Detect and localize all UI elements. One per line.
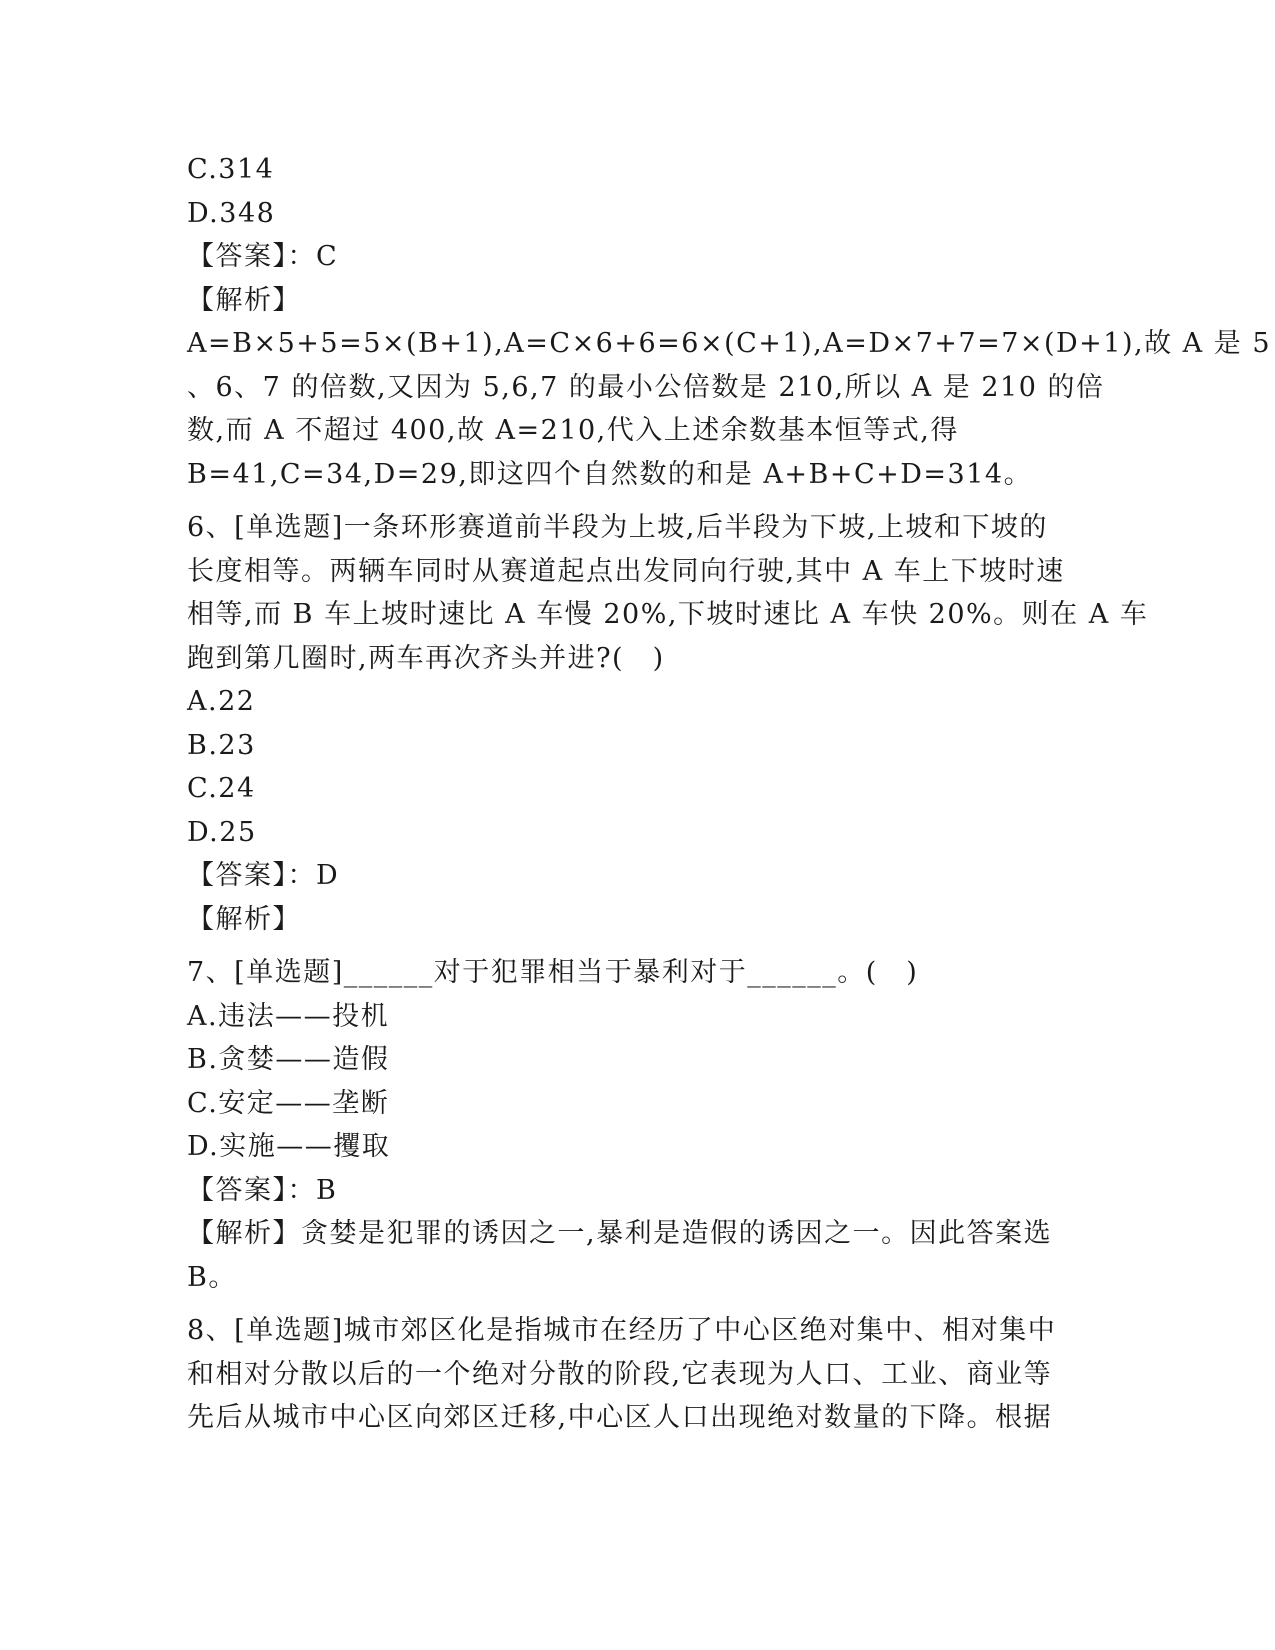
option-d: D.25 — [187, 816, 257, 848]
analysis-line: 【解析】贪婪是犯罪的诱因之一,暴利是造假的诱因之一。因此答案选 — [187, 1218, 1053, 1249]
answer-line: 【答案】：D — [187, 860, 340, 891]
question-stem-line: 跑到第几圈时,两车再次齐头并进?( ) — [187, 642, 665, 674]
question-stem-line: 8、[单选题]城市郊区化是指城市在经历了中心区绝对集中、相对集中 — [187, 1315, 1057, 1346]
analysis-label: 【解析】 — [187, 284, 301, 316]
option-d: D.348 — [187, 197, 276, 229]
answer-line: 【答案】：C — [187, 241, 339, 272]
analysis-label: 【解析】 — [187, 903, 301, 935]
question-stem-line: 相等,而 B 车上坡时速比 A 车慢 20%,下坡时速比 A 车快 20%。则在 A 车 — [187, 599, 1149, 630]
question-stem-line: 先后从城市中心区向郊区迁移,中心区人口出现绝对数量的下降。根据 — [187, 1402, 1053, 1433]
question-stem-line: 长度相等。两辆车同时从赛道起点出发同向行驶,其中 A 车上下坡时速 — [187, 555, 1065, 587]
option-a: A.违法——投机 — [187, 1000, 390, 1032]
option-d: D.实施——攫取 — [187, 1131, 391, 1162]
question-stem-line: 和相对分散以后的一个绝对分散的阶段,它表现为人口、工业、商业等 — [187, 1358, 1053, 1390]
analysis-line: 数,而 A 不超过 400,故 A=210,代入上述余数基本恒等式,得 — [187, 415, 959, 446]
analysis-line: B=41,C=34,D=29,即这四个自然数的和是 A+B+C+D=314。 — [187, 458, 1033, 490]
analysis-line: B。 — [187, 1261, 237, 1293]
option-b: B.贪婪——造假 — [187, 1044, 390, 1075]
option-c: C.314 — [187, 154, 275, 185]
analysis-line: 、6、7 的倍数,又因为 5,6,7 的最小公倍数是 210,所以 A 是 210 的倍 — [187, 371, 1105, 403]
option-c: C.安定——垄断 — [187, 1087, 390, 1119]
analysis-line: A=B×5+5=5×(B+1),A=C×6+6=6×(C+1),A=D×7+7=7×(D+1),故 A 是 5 — [187, 328, 1272, 359]
question-8 — [187, 1309, 1087, 1440]
question-6 — [187, 506, 1149, 941]
question-stem-line: 6、[单选题]一条环形赛道前半段为上坡,后半段为下坡,上坡和下坡的 — [187, 512, 1048, 543]
question-7 — [187, 951, 1087, 1299]
answer-line: 【答案】：B — [187, 1174, 338, 1206]
question-5-tail — [187, 148, 1272, 496]
document-page — [187, 148, 1272, 1440]
option-b: B.23 — [187, 729, 256, 761]
question-stem-line: 7、[单选题]______对于犯罪相当于暴利对于______。( ) — [187, 957, 919, 988]
option-c: C.24 — [187, 773, 256, 804]
option-a: A.22 — [187, 686, 256, 717]
